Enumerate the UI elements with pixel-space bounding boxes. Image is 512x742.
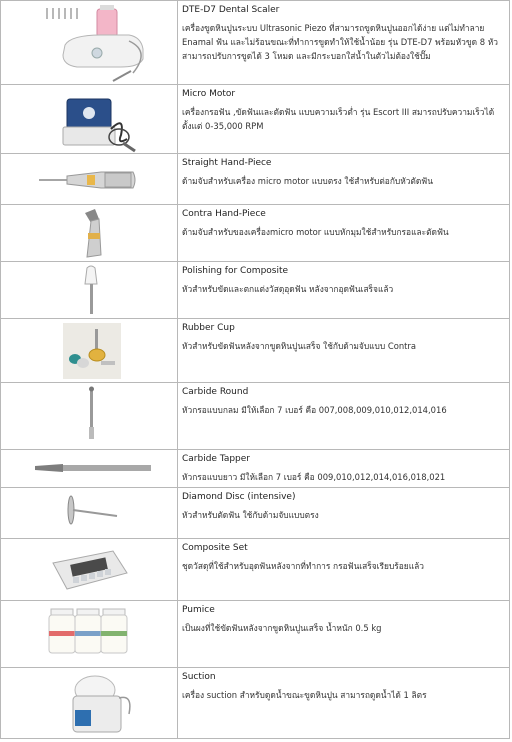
product-image-cell bbox=[1, 539, 178, 601]
product-title: Polishing for Composite bbox=[182, 266, 289, 276]
product-title: DTE-D7 Dental Scaler bbox=[182, 5, 280, 15]
table-row bbox=[1, 85, 510, 154]
product-info-cell bbox=[178, 488, 510, 539]
product-image-cell bbox=[1, 319, 178, 383]
product-title: Contra Hand-Piece bbox=[182, 209, 266, 219]
product-title: Carbide Round bbox=[182, 387, 249, 397]
product-description: เครื่องกรอฟัน ,ขัดฟันและตัดฟัน แบบความเร็วต่ำ รุ่น Escort III สมารถปรับความเร็วได้ ตั้งแต่ 0-35,000 RPM bbox=[182, 107, 495, 131]
product-description: ด้ามจับสำหรับของเครื่องmicro motor แบบหักมุมใช้สำหรับกรอและตัดฟัน bbox=[182, 227, 449, 237]
polishing-bur-icon bbox=[1, 262, 177, 319]
product-info-cell bbox=[178, 319, 510, 383]
product-info-cell bbox=[178, 539, 510, 601]
product-info-cell bbox=[178, 154, 510, 205]
product-description: เป็นผงที่ใช้ขัดฟันหลังจากขูดหินปูนเสร็จ น้ำหนัก 0.5 kg bbox=[182, 623, 382, 633]
table-row bbox=[1, 205, 510, 262]
product-description: หัวกรอแบบยาว มีให้เลือก 7 เบอร์ คือ 009,010,012,014,016,018,021 bbox=[182, 472, 446, 482]
product-image-cell bbox=[1, 450, 178, 488]
diamond-disc-icon bbox=[1, 488, 177, 539]
product-info-cell bbox=[178, 601, 510, 668]
carbide-taper-bur-icon bbox=[1, 450, 177, 488]
product-image-cell bbox=[1, 154, 178, 205]
table-row bbox=[1, 383, 510, 450]
product-title: Diamond Disc (intensive) bbox=[182, 492, 296, 502]
product-image-cell bbox=[1, 262, 178, 319]
table-row bbox=[1, 319, 510, 383]
table-row bbox=[1, 601, 510, 668]
rubber-cup-icon bbox=[1, 319, 177, 383]
product-title: Carbide Tapper bbox=[182, 454, 251, 464]
product-description: หัวสำหรับขัดฟันหลังจากขูดหินปูนเสร็จ ใช้กับด้ามจับแบบ Contra bbox=[182, 341, 416, 351]
product-info-cell bbox=[178, 1, 510, 85]
product-info-cell bbox=[178, 450, 510, 488]
product-title: Suction bbox=[182, 672, 216, 682]
product-image-cell bbox=[1, 85, 178, 154]
product-image-cell bbox=[1, 601, 178, 668]
carbide-round-bur-icon bbox=[1, 383, 177, 450]
ultrasonic-scaler-icon bbox=[1, 1, 177, 85]
product-title: Straight Hand-Piece bbox=[182, 158, 272, 168]
product-description: เครื่องขูดหินปูนระบบ Ultrasonic Piezo ที่สามารถขูดหินปูนออกได้ง่าย แต่ไม่ทำลาย Enamal ฟัน และไม่ร้อนขณะที่ทำการขูดทำให้ใช้น้ำน้อย รุ่น DTE-D7 พร้อมหัวขูด 8 หัว สามารถปรับการขูดได้ 3 โหมด และมีกระบอกใส่น้ำในตัวไม่ต้องใช้ปั๊ม bbox=[182, 23, 498, 61]
product-description: เครื่อง suction สำหรับดูดน้ำขณะขูดหินปูน สามารถดูดน้ำได้ 1 ลิตร bbox=[182, 690, 427, 700]
product-title: Pumice bbox=[182, 605, 215, 615]
product-image-cell bbox=[1, 383, 178, 450]
composite-kit-icon bbox=[1, 539, 177, 601]
table-row bbox=[1, 262, 510, 319]
product-image-cell bbox=[1, 488, 178, 539]
pumice-jars-icon bbox=[1, 601, 177, 668]
product-title: Micro Motor bbox=[182, 89, 236, 99]
product-info-cell bbox=[178, 205, 510, 262]
suction-machine-icon bbox=[1, 668, 177, 739]
product-info-cell bbox=[178, 262, 510, 319]
table-row bbox=[1, 154, 510, 205]
product-image-cell bbox=[1, 668, 178, 739]
product-image-cell bbox=[1, 1, 178, 85]
product-description: หัวกรอแบบกลม มีให้เลือก 7 เบอร์ คือ 007,008,009,010,012,014,016 bbox=[182, 405, 447, 415]
micro-motor-icon bbox=[1, 85, 177, 154]
table-row bbox=[1, 450, 510, 488]
product-image-cell bbox=[1, 205, 178, 262]
product-description: ด้ามจับสำหรับเครื่อง micro motor แบบตรง ใช้สำหรับต่อกับหัวตัดฟัน bbox=[182, 176, 433, 186]
table-row bbox=[1, 539, 510, 601]
product-description: ชุดวัสดุที่ใช้สำหรับอุดฟันหลังจากที่ทำการ กรอฟันเสร็จเรียบร้อยแล้ว bbox=[182, 561, 424, 571]
product-description: หัวสำหรับตัดฟัน ใช้กับด้ามจับแบบตรง bbox=[182, 510, 319, 520]
product-info-cell bbox=[178, 85, 510, 154]
contra-handpiece-icon bbox=[1, 205, 177, 262]
product-title: Rubber Cup bbox=[182, 323, 235, 333]
product-title: Composite Set bbox=[182, 543, 248, 553]
product-info-cell bbox=[178, 668, 510, 739]
product-info-cell bbox=[178, 383, 510, 450]
table-row bbox=[1, 1, 510, 85]
table-row bbox=[1, 668, 510, 739]
product-description: หัวสำหรับขัดและตกแต่งวัสดุอุดฟัน หลังจากอุดฟันเสร็จแล้ว bbox=[182, 284, 394, 294]
table-row bbox=[1, 488, 510, 539]
straight-handpiece-icon bbox=[1, 154, 177, 205]
